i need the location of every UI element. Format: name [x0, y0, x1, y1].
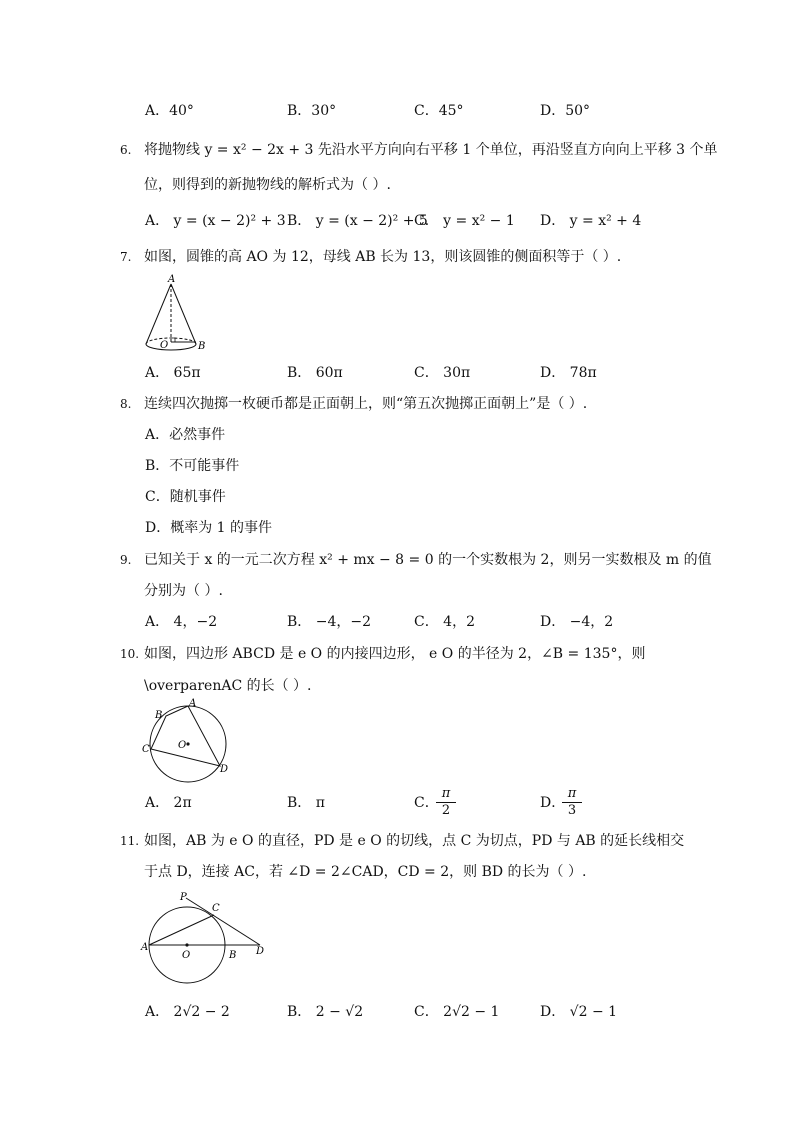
q10-option-c-denominator: 2 — [441, 803, 451, 818]
q7-line — [120, 247, 621, 267]
q8-option-b: B．不可能事件 — [145, 458, 240, 474]
cone-figure — [138, 272, 218, 356]
q5-option-d: D．50° — [540, 103, 591, 119]
q11-label-c: C — [212, 903, 220, 914]
q11-label-p: P — [180, 892, 187, 903]
q8-stem: 连续四次抛掷一枚硬币都是正面朝上，则“第五次抛掷正面朝上”是（ ）. — [144, 396, 588, 412]
q9-option-b: B． −4，−2 — [287, 614, 372, 630]
q6-stem-2: 位，则得到的新抛物线的解析式为（ ）. — [144, 177, 391, 193]
q10-center-dot — [186, 742, 189, 745]
q9-stem-2: 分别为（ ）. — [144, 583, 223, 599]
q10-label-c: C — [142, 744, 150, 755]
cone-label-a: A — [168, 274, 176, 285]
q10-label-o: O — [178, 740, 187, 751]
q11-tangent-line — [186, 898, 260, 945]
cone-base-front — [146, 344, 196, 350]
q11-option-a: A． 2√2 − 2 — [145, 1004, 230, 1020]
q8-option-c: C．随机事件 — [145, 489, 226, 505]
q7-option-c: C． 30π — [414, 365, 471, 381]
q6-option-d: D． y = x² + 4 — [540, 213, 642, 229]
q6-option-a: A． y = (x − 2)² + 3 — [145, 213, 286, 229]
q8-option-d: D．概率为 1 的事件 — [145, 520, 273, 536]
q11-stem-1: 如图，AB 为 e O 的直径，PD 是 e O 的切线，点 C 为切点，PD 与 AB 的延长线相交 — [144, 833, 685, 849]
q7-number: 7. — [120, 250, 132, 264]
q9-line1 — [120, 550, 712, 570]
q5-option-b: B．30° — [287, 103, 337, 119]
q10-label-a: A — [189, 698, 197, 709]
q7-stem: 如图，圆锥的高 AO 为 12，母线 AB 长为 13，则该圆锥的侧面积等于（ ）. — [144, 249, 622, 265]
q10-label-d: D — [220, 764, 229, 775]
cone-label-o: O — [160, 340, 169, 351]
q10-number: 10. — [120, 647, 140, 661]
q8-line — [120, 394, 587, 414]
q10-option-c-numerator: π — [436, 786, 456, 803]
q11-stem-2: 于点 D，连接 AC，若 ∠D = 2∠CAD，CD = 2，则 BD 的长为（ ）. — [144, 864, 587, 880]
q10-option-d-denominator: 3 — [567, 803, 577, 818]
q11-option-b: B． 2 − √2 — [287, 1004, 364, 1020]
q10-label-b: B — [155, 710, 163, 721]
q9-option-c: C． 4，2 — [414, 614, 475, 630]
q7-option-a: A． 65π — [145, 365, 201, 381]
q10-stem-1: 如图，四边形 ABCD 是 e O 的内接四边形， e O 的半径为 2，∠B = 135°，则 — [144, 646, 646, 662]
q10-option-c-fraction — [436, 786, 456, 819]
q11-label-b: B — [229, 950, 237, 961]
q7-option-d: D． 78π — [540, 365, 597, 381]
q10-option-b: B． π — [287, 795, 325, 811]
circle-quadrilateral-figure — [140, 696, 236, 784]
q9-option-d: D． −4，2 — [540, 614, 614, 630]
q6-stem-1: 将抛物线 y = x² − 2x + 3 先沿水平方向向右平移 1 个单位，再沿竖直方向向上平移 3 个单 — [144, 142, 718, 158]
q11-label-a: A — [141, 942, 149, 953]
q10-option-d: D． — [540, 795, 566, 811]
q10-line1 — [120, 644, 645, 664]
q9-option-a: A． 4，−2 — [145, 614, 218, 630]
q8-option-a: A．必然事件 — [145, 427, 226, 443]
q11-option-d: D． √2 − 1 — [540, 1004, 618, 1020]
q9-stem-1: 已知关于 x 的一元二次方程 x² + mx − 8 = 0 的一个实数根为 2，则另一实数根及 m 的值 — [144, 552, 712, 568]
q11-number: 11. — [120, 834, 140, 848]
q5-option-c: C．45° — [414, 103, 464, 119]
q9-number: 9. — [120, 553, 132, 567]
q11-option-c: C． 2√2 − 1 — [414, 1004, 500, 1020]
q10-option-a: A． 2π — [145, 795, 192, 811]
q10-option-d-numerator: π — [562, 786, 582, 803]
q7-option-b: B． 60π — [287, 365, 343, 381]
cone-label-b: B — [198, 341, 206, 352]
q6-option-c: C． y = x² − 1 — [414, 213, 515, 229]
q11-label-d: D — [256, 946, 265, 957]
cone-left-slant — [146, 284, 171, 344]
q6-option-b: B． y = (x − 2)² + 5 — [287, 213, 428, 229]
q8-number: 8. — [120, 397, 132, 411]
q6-line1 — [120, 140, 718, 160]
cone-right-angle — [171, 338, 175, 342]
q5-option-a: A．40° — [145, 103, 194, 119]
circle-tangent-figure — [140, 890, 270, 990]
cone-right-slant — [171, 284, 196, 344]
q10-option-d-fraction — [562, 786, 582, 819]
q10-stem-2: \overparenAC 的长（ ）. — [144, 678, 312, 694]
q10-option-c: C． — [414, 795, 439, 811]
q11-line1 — [120, 831, 684, 851]
q11-label-o: O — [182, 950, 191, 961]
q6-number: 6. — [120, 143, 132, 157]
q11-center-dot — [185, 943, 188, 946]
